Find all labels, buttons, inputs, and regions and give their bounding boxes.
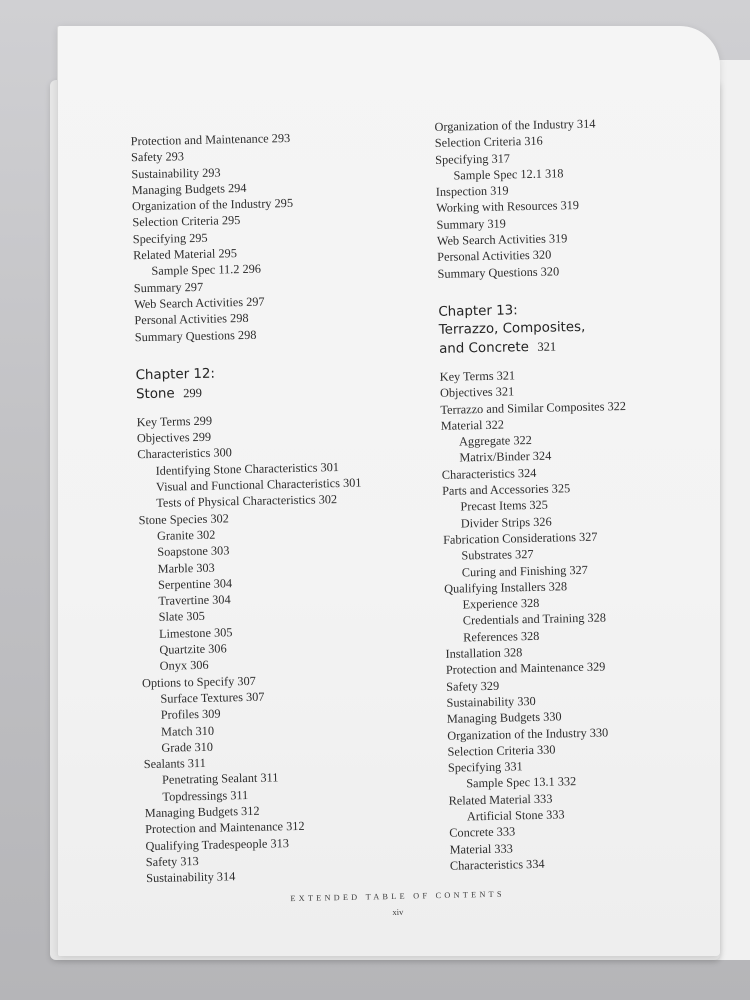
toc-entry: Installation 328 bbox=[445, 645, 523, 661]
chapter-title-text: Chapter 12: bbox=[135, 366, 216, 384]
toc-subentry: Soapstone 303 bbox=[157, 543, 230, 560]
toc-subentry: Matrix/Binder 324 bbox=[459, 449, 552, 465]
toc-subentry: Visual and Functional Characteristics 301 bbox=[155, 475, 362, 494]
toc-entry: Related Material 295 bbox=[132, 246, 238, 263]
toc-entry: Material 333 bbox=[449, 841, 513, 857]
chapter-heading bbox=[438, 298, 711, 359]
toc-entry: Related Material 333 bbox=[448, 791, 553, 808]
toc-entry: Inspection 319 bbox=[435, 183, 509, 200]
chapter-title-text: and Concrete bbox=[438, 339, 530, 357]
toc-entry: Organization of the Industry 295 bbox=[131, 196, 294, 214]
toc-subentry: Serpentine 304 bbox=[157, 576, 233, 592]
toc-entry: Web Search Activities 297 bbox=[133, 294, 265, 312]
toc-entry: Organization of the Industry 330 bbox=[447, 724, 609, 743]
toc-subentry: Granite 302 bbox=[156, 527, 216, 543]
toc-subentry: Experience 328 bbox=[462, 595, 540, 612]
toc-subentry: Sample Spec 13.1 332 bbox=[466, 774, 577, 791]
toc-entry: Personal Activities 320 bbox=[437, 247, 552, 265]
chapter-page-number: 321 bbox=[537, 339, 557, 354]
toc-subentry: Precast Items 325 bbox=[460, 498, 549, 514]
toc-entry: Characteristics 300 bbox=[137, 445, 233, 462]
toc-entry: Web Search Activities 319 bbox=[436, 231, 568, 248]
toc-entry: Objectives 299 bbox=[136, 429, 212, 446]
toc-subentry: Artificial Stone 333 bbox=[466, 807, 565, 824]
toc-subentry: Travertine 304 bbox=[158, 592, 231, 608]
toc-entry: Specifying 295 bbox=[132, 230, 208, 247]
toc-entry: Sustainability 330 bbox=[446, 693, 536, 710]
toc-right-column bbox=[434, 113, 720, 874]
toc-entry: Fabrication Considerations 327 bbox=[442, 529, 598, 547]
toc-subentry: Curing and Finishing 327 bbox=[461, 562, 588, 580]
toc-entry: Summary 297 bbox=[133, 279, 204, 295]
toc-entry: Stone Species 302 bbox=[138, 510, 229, 527]
running-title: EXTENDED TABLE OF CONTENTS bbox=[290, 889, 505, 904]
toc-entry: Selection Criteria 316 bbox=[434, 133, 543, 151]
book-page bbox=[58, 26, 720, 956]
toc-entry: Summary 319 bbox=[436, 216, 507, 232]
toc-subentry: Aggregate 322 bbox=[458, 433, 532, 449]
chapter-title-text: Stone bbox=[135, 386, 175, 403]
chapter-title-text: Terrazzo, Composites, bbox=[438, 319, 586, 338]
toc-subentry: Credentials and Training 328 bbox=[462, 610, 607, 628]
toc-subentry: Divider Strips 326 bbox=[460, 514, 552, 531]
toc-entry: Characteristics 334 bbox=[449, 856, 545, 873]
chapter-heading bbox=[135, 361, 416, 404]
toc-entry: Characteristics 324 bbox=[441, 465, 537, 482]
toc-entry: Managing Budgets 330 bbox=[446, 709, 562, 727]
toc-subentry: Onyx 306 bbox=[159, 658, 209, 674]
toc-entry: Safety 313 bbox=[145, 853, 199, 870]
toc-entry: Sealants 311 bbox=[143, 755, 206, 772]
toc-entry: Protection and Maintenance 293 bbox=[130, 130, 291, 149]
toc-subentry: Marble 303 bbox=[157, 560, 215, 576]
toc-entry: Objectives 321 bbox=[439, 384, 515, 401]
toc-entry: Key Terms 299 bbox=[136, 413, 213, 430]
toc-subentry: Sample Spec 12.1 318 bbox=[453, 166, 564, 183]
toc-entry: Qualifying Installers 328 bbox=[444, 579, 568, 596]
chapter-title-text: Chapter 13: bbox=[438, 303, 518, 320]
toc-subentry: Limestone 305 bbox=[158, 625, 233, 641]
toc-entry: Managing Budgets 294 bbox=[131, 180, 247, 198]
toc-entry: Summary Questions 320 bbox=[437, 264, 560, 281]
toc-entry: Protection and Maintenance 312 bbox=[144, 819, 305, 837]
toc-entry: Sustainability 293 bbox=[131, 165, 221, 181]
toc-entry: Protection and Maintenance 329 bbox=[445, 659, 606, 678]
toc-subentry: Profiles 309 bbox=[160, 706, 221, 723]
page-content bbox=[58, 26, 720, 956]
toc-subentry: Quartzite 306 bbox=[159, 641, 227, 657]
toc-entry: Terrazzo and Similar Composites 322 bbox=[440, 398, 627, 417]
toc-entry: Personal Activities 298 bbox=[134, 311, 249, 328]
toc-entry: Specifying 317 bbox=[435, 150, 511, 167]
toc-entry: Concrete 333 bbox=[449, 824, 516, 841]
toc-subentry: Identifying Stone Characteristics 301 bbox=[155, 459, 340, 478]
toc-entry: Material 322 bbox=[440, 417, 505, 433]
toc-subentry: Match 310 bbox=[160, 723, 215, 739]
toc-entry: Sustainability 314 bbox=[146, 869, 236, 886]
toc-entry: Working with Resources 319 bbox=[436, 198, 580, 216]
toc-entry: Selection Criteria 330 bbox=[447, 742, 556, 759]
toc-subentry: Tests of Physical Characteristics 302 bbox=[156, 492, 338, 511]
toc-subentry: Penetrating Sealant 311 bbox=[161, 770, 279, 788]
toc-subentry: Surface Textures 307 bbox=[160, 689, 265, 706]
toc-entry: Options to Specify 307 bbox=[141, 673, 256, 690]
page-number: xiv bbox=[392, 906, 404, 917]
toc-entry: Organization of the Industry 314 bbox=[434, 116, 596, 134]
toc-subentry: Substrates 327 bbox=[461, 547, 534, 563]
toc-subentry: References 328 bbox=[463, 628, 540, 645]
toc-subentry: Topdressings 311 bbox=[162, 787, 249, 804]
toc-subentry: Grade 310 bbox=[161, 739, 214, 755]
toc-subentry: Slate 305 bbox=[158, 609, 205, 625]
toc-entry: Key Terms 321 bbox=[439, 368, 516, 384]
toc-entry: Summary Questions 298 bbox=[134, 327, 257, 344]
chapter-page-number: 299 bbox=[183, 385, 203, 401]
toc-entry: Parts and Accessories 325 bbox=[441, 481, 571, 498]
toc-left-column bbox=[131, 127, 427, 886]
toc-entry: Selection Criteria 295 bbox=[132, 213, 241, 230]
toc-entry: Qualifying Tradespeople 313 bbox=[145, 835, 290, 853]
toc-entry: Safety 329 bbox=[446, 678, 500, 694]
toc-entry: Specifying 331 bbox=[447, 759, 523, 775]
toc-entry: Safety 293 bbox=[130, 149, 185, 165]
toc-entry: Managing Budgets 312 bbox=[144, 803, 260, 821]
toc-subentry: Sample Spec 11.2 296 bbox=[151, 261, 262, 279]
